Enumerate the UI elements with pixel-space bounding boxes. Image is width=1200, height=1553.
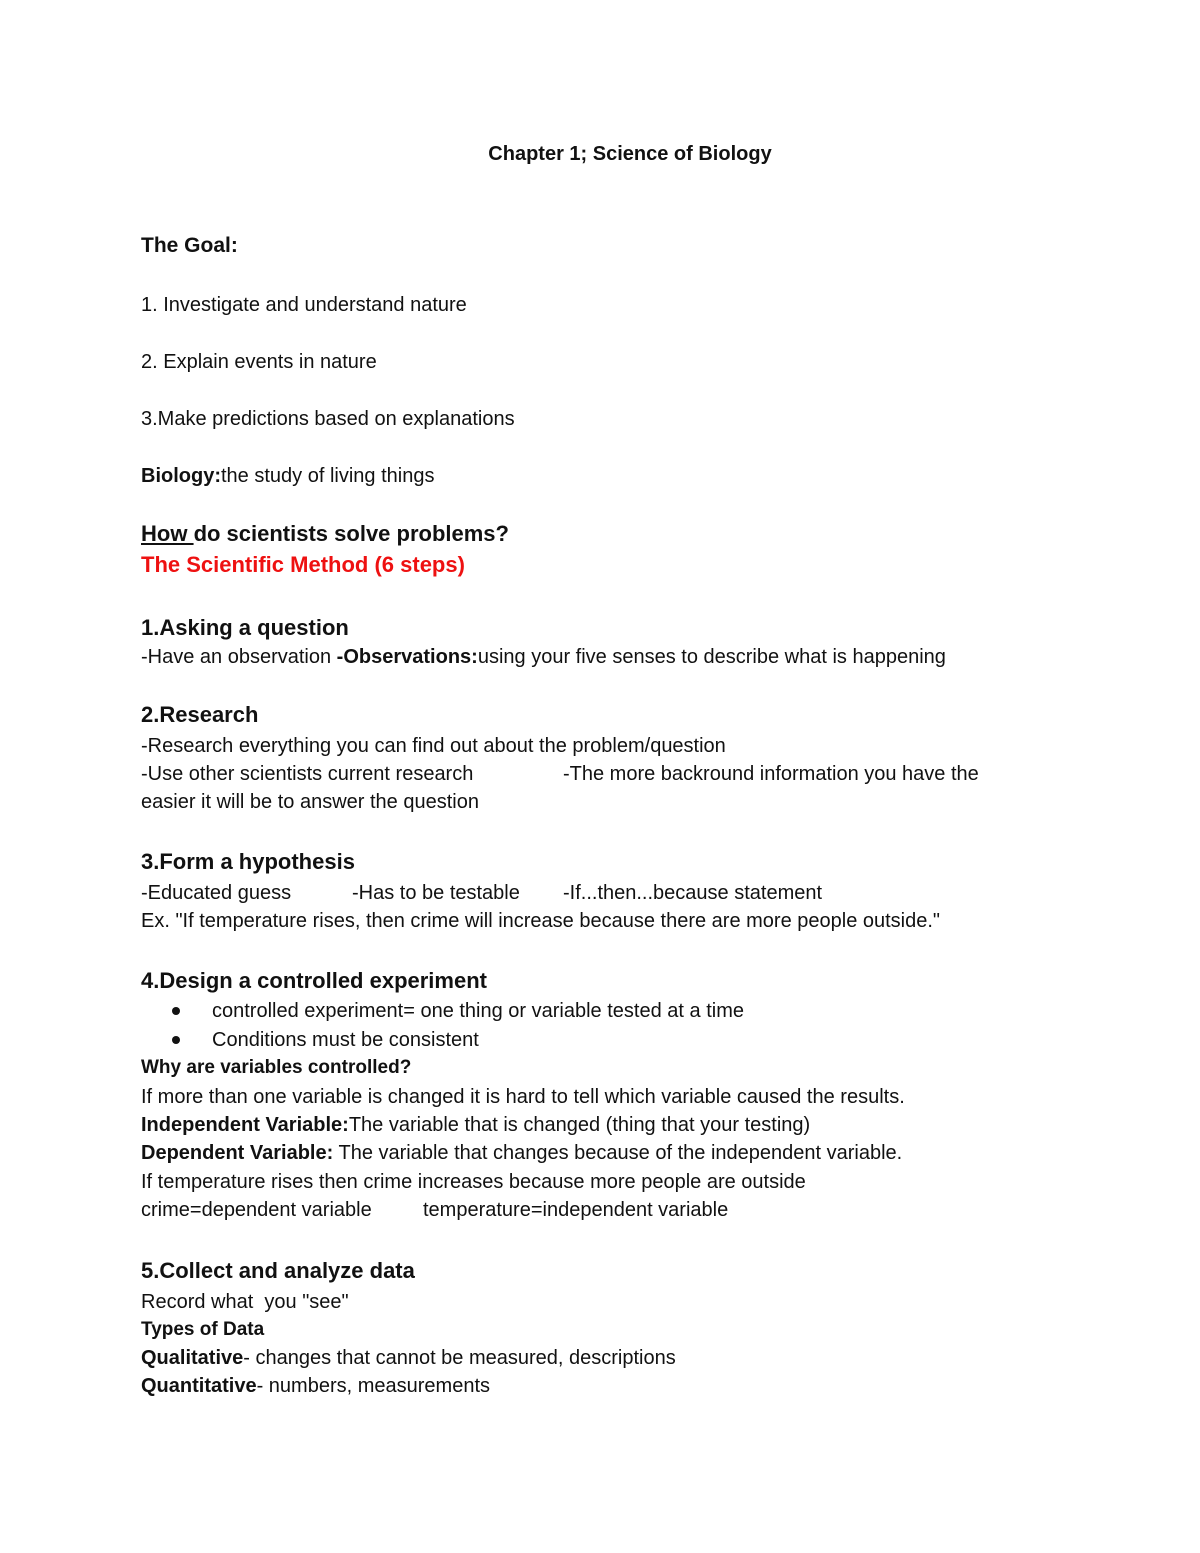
dependent-term: Dependent Variable: [141, 1142, 334, 1164]
step4-heading: 4.Design a controlled experiment [141, 968, 487, 993]
bullet-icon [172, 1007, 180, 1015]
method-heading: The Scientific Method (6 steps) [141, 552, 465, 577]
quantitative-term: Quantitative [141, 1375, 257, 1397]
goal-item-1: 1. Investigate and understand nature [141, 294, 467, 316]
dependent-variable-line [141, 1139, 902, 1167]
goal-item-3: 3.Make predictions based on explanations [141, 408, 515, 430]
independent-term: Independent Variable: [141, 1114, 349, 1136]
step1-text-b: using your five senses to describe what is happening [477, 646, 946, 668]
independent-variable-line [141, 1111, 810, 1139]
section-question [141, 520, 509, 548]
step2-line-2b: -The more backround information you have the [563, 763, 979, 785]
step5-heading: 5.Collect and analyze data [141, 1258, 415, 1283]
step3-example: Ex. "If temperature rises, then crime will increase because there are more people outside." [141, 910, 941, 932]
independent-definition: The variable that is changed (thing that your testing) [348, 1114, 811, 1136]
dependent-definition: The variable that changes because of the independent variable. [333, 1142, 903, 1164]
bullet-icon [172, 1036, 180, 1044]
step2-line-2a: -Use other scientists current research [141, 763, 474, 785]
record-line: Record what you "see" [141, 1291, 349, 1313]
step3-heading: 3.Form a hypothesis [141, 849, 355, 874]
step4-bullet-1: controlled experiment= one thing or variable tested at a time [212, 1000, 744, 1022]
step3-col-1: -Educated guess [141, 882, 292, 904]
biology-term: Biology: [141, 465, 221, 487]
observations-term: -Observations: [336, 646, 478, 668]
step1-line [141, 643, 946, 671]
qualitative-term: Qualitative [141, 1347, 244, 1369]
step1-heading: 1.Asking a question [141, 615, 349, 640]
biology-text: the study of living things [221, 465, 435, 487]
qualitative-line [141, 1344, 676, 1372]
qualitative-definition: - changes that cannot be measured, descriptions [243, 1347, 676, 1369]
question-rest: do scientists solve problems? [193, 521, 509, 546]
quantitative-line [141, 1372, 490, 1400]
goal-heading: The Goal: [141, 234, 238, 257]
step4-bullet-2: Conditions must be consistent [212, 1029, 479, 1051]
step2-heading: 2.Research [141, 702, 259, 727]
step1-text-a: -Have an observation [141, 646, 337, 668]
step3-col-2: -Has to be testable [352, 882, 520, 904]
biology-definition [141, 462, 434, 490]
quantitative-definition: - numbers, measurements [256, 1375, 490, 1397]
why-answer: If more than one variable is changed it is hard to tell which variable caused the results. [141, 1086, 905, 1108]
independent-example: temperature=independent variable [423, 1199, 729, 1221]
step2-line-1: -Research everything you can find out about the problem/question [141, 735, 726, 757]
step2-line-3: easier it will be to answer the question [141, 791, 479, 813]
why-heading: Why are variables controlled? [141, 1057, 412, 1078]
dependent-example: crime=dependent variable [141, 1199, 372, 1221]
step4-example: If temperature rises then crime increases because more people are outside [141, 1171, 806, 1193]
question-underlined: How [141, 521, 194, 546]
page-title: Chapter 1; Science of Biology [488, 143, 772, 165]
goal-item-2: 2. Explain events in nature [141, 351, 377, 373]
step3-col-3: -If...then...because statement [563, 882, 823, 904]
types-heading: Types of Data [141, 1319, 265, 1340]
